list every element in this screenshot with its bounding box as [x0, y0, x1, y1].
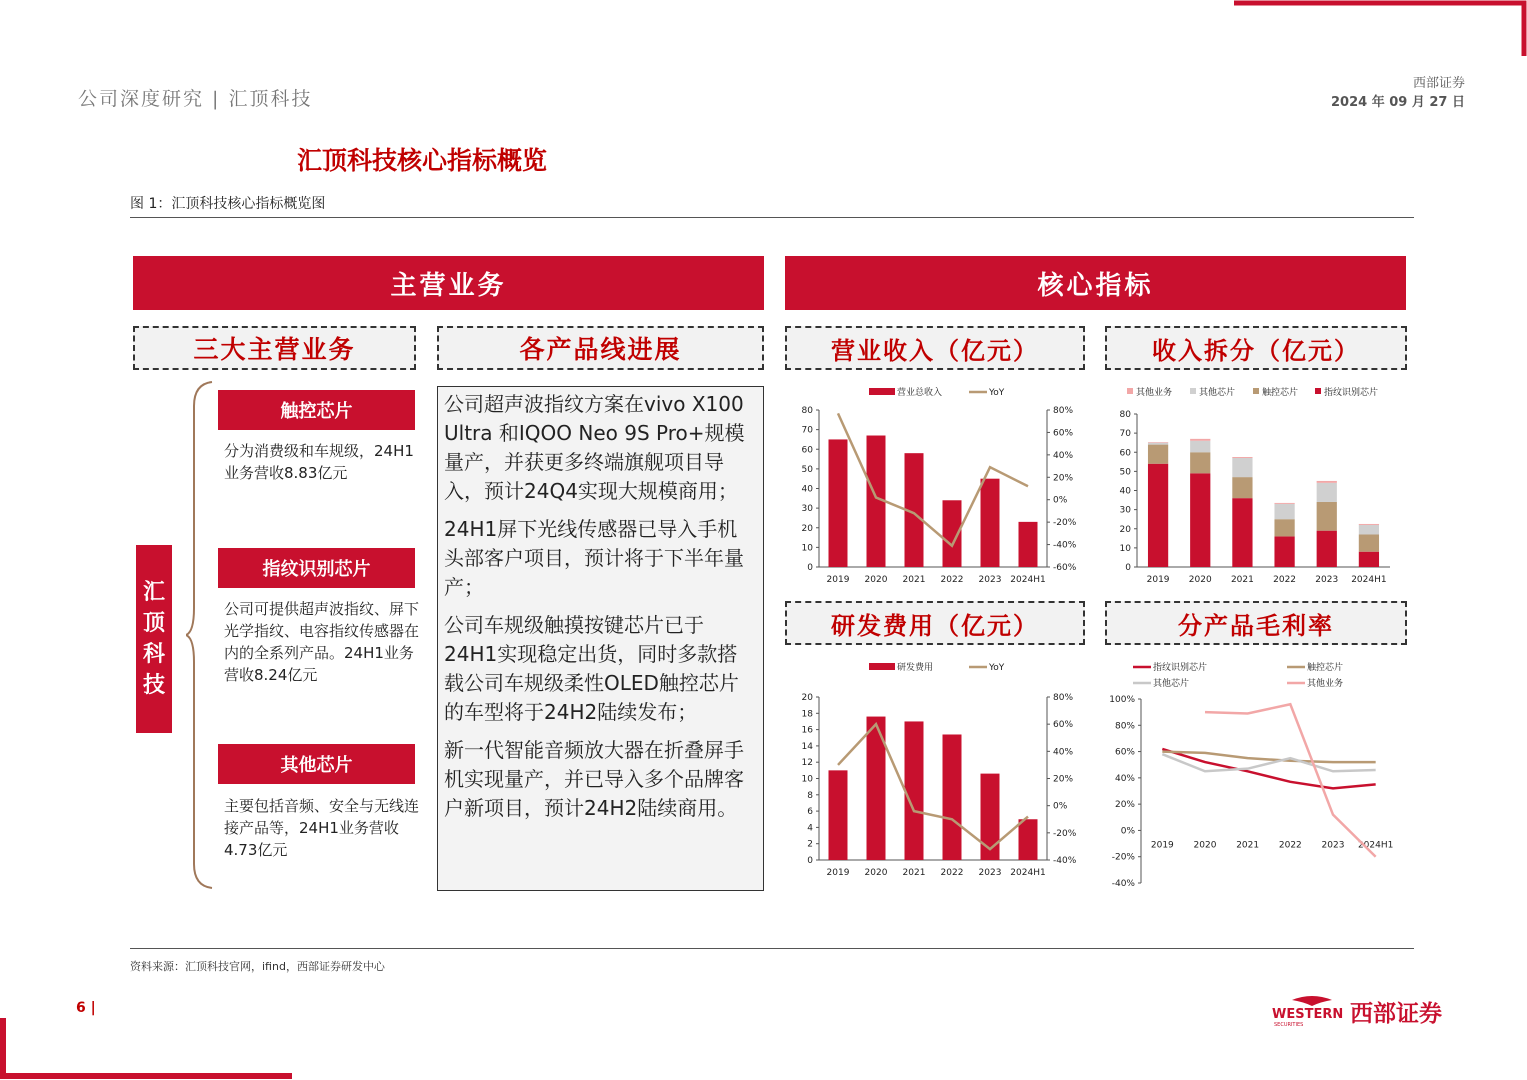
y2-tick-label: 60%	[1053, 720, 1074, 731]
stacked-bar-segment	[1274, 503, 1294, 504]
stacked-bar-segment	[1232, 458, 1252, 477]
x-tick-label: 2023	[1315, 575, 1339, 585]
business-brace	[186, 380, 216, 890]
y-tick-label: 0%	[1120, 826, 1135, 837]
bar	[1019, 522, 1038, 567]
revenue-chart	[785, 380, 1085, 590]
stacked-bar-segment	[1190, 452, 1210, 473]
x-tick-label: 2021	[1230, 575, 1254, 585]
legend-label: 触控芯片	[1307, 663, 1344, 673]
bar	[829, 439, 848, 567]
stacked-bar-segment	[1232, 457, 1252, 458]
x-tick-label: 2020	[864, 575, 888, 585]
page-number: 6 |	[76, 1000, 96, 1016]
y-tick-label: -40%	[1111, 879, 1135, 889]
y-tick-label: 16	[801, 725, 813, 736]
bar	[1019, 819, 1038, 860]
y-tick-label: 60	[801, 445, 813, 456]
legend-label: 其他芯片	[1153, 679, 1190, 689]
figure-caption: 图 1：汇顶科技核心指标概览图	[130, 196, 326, 212]
y-tick-label: 14	[801, 741, 813, 752]
logo-en: WESTERN	[1272, 1007, 1344, 1022]
legend-label: 指纹识别芯片	[1153, 663, 1208, 673]
stacked-bar-segment	[1232, 498, 1252, 567]
x-tick-label: 2024H1	[1357, 840, 1394, 851]
y2-tick-label: -20%	[1053, 518, 1077, 529]
x-tick-label: 2024H1	[1351, 575, 1387, 585]
stacked-bar-segment	[1274, 536, 1294, 567]
y-tick-label: 10	[801, 543, 813, 554]
logo-mark	[1272, 994, 1462, 1030]
stacked-bar-segment	[1148, 443, 1168, 445]
y-tick-label: -20%	[1111, 852, 1135, 863]
legend-label: YoY	[989, 388, 1005, 398]
y2-tick-label: 60%	[1053, 428, 1074, 439]
western-securities-logo	[1272, 994, 1462, 1034]
y-tick-label: 18	[801, 709, 813, 720]
rd-expense-chart	[785, 655, 1085, 890]
three-business-subhead: 三大主营业务	[133, 326, 416, 370]
y-tick-label: 20	[801, 693, 813, 703]
business-name-other: 其他芯片	[218, 744, 415, 784]
y2-tick-label: 20%	[1053, 473, 1074, 484]
legend-label: 其他业务	[1307, 679, 1344, 689]
x-tick-label: 2019	[826, 575, 850, 585]
top-corner-decoration	[1234, 0, 1527, 56]
y-tick-label: 50	[1119, 467, 1131, 478]
x-tick-label: 2022	[1273, 575, 1297, 585]
x-tick-label: 2023	[978, 575, 1002, 585]
legend-label: YoY	[989, 663, 1005, 673]
y-tick-label: 70	[1119, 429, 1131, 440]
y-tick-label: 0	[807, 563, 813, 573]
legend-label: 触控芯片	[1262, 388, 1299, 398]
y-tick-label: 80	[801, 406, 813, 416]
split-chart-title: 收入拆分（亿元）	[1105, 326, 1407, 370]
logo-en-sub: SECURITIES	[1274, 1022, 1304, 1028]
company-vertical-label	[136, 545, 172, 733]
stacked-bar-segment	[1359, 525, 1379, 535]
top-divider	[130, 217, 1414, 218]
page-title: 汇顶科技核心指标概览	[297, 146, 548, 175]
company-char: 汇	[142, 579, 165, 605]
y2-tick-label: -20%	[1053, 828, 1077, 839]
margin-line	[1162, 749, 1375, 788]
y-tick-label: 8	[807, 790, 813, 801]
margin-line	[1205, 704, 1376, 856]
progress-item: 新一代智能音频放大器在折叠屏手机实现量产，并已导入多个品牌客户新项目，预计24H2陆续商用。	[444, 738, 744, 820]
x-tick-label: 2023	[1321, 840, 1345, 851]
rd-chart-title: 研发费用（亿元）	[785, 601, 1085, 645]
x-tick-label: 2019	[1150, 840, 1174, 851]
business-desc-other: 主要包括音频、安全与无线连接产品等，24H1业务营收4.73亿元	[224, 797, 420, 859]
x-tick-label: 2022	[1278, 840, 1302, 851]
y-tick-label: 0	[1125, 563, 1131, 573]
progress-item: 公司车规级触摸按键芯片已于24H1实现稳定出货，同时多款搭载公司车规级柔性OLED触控芯片的车型将于24H2陆续发布；	[444, 613, 739, 724]
margin-chart-title: 分产品毛利率	[1105, 601, 1407, 645]
business-desc-touch: 分为消费级和车规级，24H1业务营收8.83亿元	[224, 442, 414, 482]
logo-cn: 西部证券	[1350, 1001, 1442, 1027]
y-tick-label: 60%	[1114, 747, 1135, 758]
header-breadcrumb: 公司深度研究 | 汇顶科技	[78, 88, 313, 110]
stacked-bar-segment	[1232, 477, 1252, 498]
y-tick-label: 4	[807, 823, 813, 834]
legend-label: 营业总收入	[897, 388, 943, 398]
y-tick-label: 100%	[1109, 695, 1135, 705]
stacked-bar-segment	[1148, 445, 1168, 464]
y-tick-label: 10	[1119, 543, 1131, 554]
y-tick-label: 20%	[1114, 800, 1135, 811]
x-tick-label: 2022	[940, 868, 964, 878]
y-tick-label: 70	[801, 425, 813, 436]
report-date: 2024 年 09 月 27 日	[1331, 95, 1465, 110]
stacked-bar-segment	[1317, 531, 1337, 567]
company-char: 技	[142, 672, 165, 698]
y2-tick-label: -40%	[1053, 540, 1077, 551]
bar	[943, 734, 962, 860]
bottom-corner-decoration	[0, 1018, 295, 1080]
header-meta	[1331, 74, 1465, 112]
y2-tick-label: 40%	[1053, 747, 1074, 758]
stacked-bar-segment	[1317, 502, 1337, 531]
x-tick-label: 2019	[1146, 575, 1170, 585]
business-name-fingerprint: 指纹识别芯片	[218, 548, 415, 588]
broker-name: 西部证券	[1412, 76, 1465, 91]
y2-tick-label: 80%	[1053, 406, 1074, 416]
y2-tick-label: 0%	[1053, 495, 1068, 506]
y-tick-label: 6	[807, 807, 813, 818]
y-tick-label: 0	[807, 856, 813, 866]
x-tick-label: 2022	[940, 575, 964, 585]
bar	[981, 774, 1000, 860]
stacked-bar-segment	[1359, 534, 1379, 551]
legend-label: 其他芯片	[1199, 388, 1236, 398]
y-tick-label: 20	[801, 523, 813, 534]
progress-item: 24H1屏下光线传感器已导入手机头部客户项目，预计将于下半年量产；	[444, 517, 744, 599]
stacked-bar-segment	[1148, 464, 1168, 567]
legend-swatch	[869, 663, 895, 670]
stacked-bar-segment	[1317, 483, 1337, 502]
y-tick-label: 2	[807, 839, 813, 850]
legend-swatch	[869, 388, 895, 395]
legend-swatch	[1127, 388, 1133, 394]
company-char: 顶	[142, 610, 165, 636]
y-tick-label: 12	[801, 758, 813, 769]
main-business-band: 主营业务	[133, 256, 764, 310]
stacked-bar-segment	[1190, 441, 1210, 452]
x-tick-label: 2023	[978, 868, 1002, 878]
bar	[829, 770, 848, 860]
bar	[981, 479, 1000, 567]
y-tick-label: 40%	[1114, 773, 1135, 784]
y-tick-label: 10	[801, 774, 813, 785]
y2-tick-label: 0%	[1053, 801, 1068, 812]
stacked-bar-segment	[1148, 442, 1168, 443]
gross-margin-chart	[1105, 655, 1407, 890]
legend-label: 其他业务	[1136, 388, 1173, 398]
y-tick-label: 40	[801, 484, 813, 495]
y-tick-label: 30	[1119, 505, 1131, 516]
margin-line	[1162, 752, 1375, 763]
progress-item: 公司超声波指纹方案在vivo X100 Ultra 和IQOO Neo 9S Pro+规模量产，并获更多终端旗舰项目导入，预计24Q4实现大规模商用；	[444, 392, 745, 503]
x-tick-label: 2024H1	[1010, 575, 1046, 585]
revenue-split-chart	[1105, 380, 1407, 590]
y-tick-label: 30	[801, 504, 813, 515]
stacked-bar-segment	[1190, 439, 1210, 441]
x-tick-label: 2020	[864, 868, 888, 878]
x-tick-label: 2024H1	[1010, 868, 1046, 878]
product-progress-box	[437, 386, 764, 891]
y-tick-label: 20	[1119, 524, 1131, 535]
x-tick-label: 2019	[826, 868, 850, 878]
x-tick-label: 2021	[902, 575, 926, 585]
y2-tick-label: 80%	[1053, 693, 1074, 703]
legend-swatch	[1253, 388, 1259, 394]
legend-swatch	[1190, 388, 1196, 394]
stacked-bar-segment	[1359, 524, 1379, 525]
x-tick-label: 2020	[1193, 840, 1217, 851]
business-name-touch: 触控芯片	[218, 390, 415, 430]
bottom-divider	[130, 948, 1414, 949]
legend-label: 指纹识别芯片	[1324, 388, 1379, 398]
business-desc-fingerprint: 公司可提供超声波指纹、屏下光学指纹、电容指纹传感器在内的全系列产品。24H1业务营收8.24亿元	[224, 600, 420, 684]
x-tick-label: 2021	[902, 868, 926, 878]
stacked-bar-segment	[1359, 552, 1379, 567]
core-metrics-band: 核心指标	[785, 256, 1406, 310]
product-progress-subhead: 各产品线进展	[437, 326, 764, 370]
bar	[905, 721, 924, 860]
y-tick-label: 80%	[1114, 721, 1135, 732]
stacked-bar-segment	[1274, 519, 1294, 536]
y-tick-label: 80	[1119, 410, 1131, 420]
y2-tick-label: 40%	[1053, 450, 1074, 461]
source-note: 资料来源：汇顶科技官网，ifind，西部证券研发中心	[130, 960, 385, 973]
stacked-bar-segment	[1274, 504, 1294, 519]
company-char: 科	[142, 641, 165, 667]
y2-tick-label: -40%	[1053, 856, 1077, 866]
revenue-chart-title: 营业收入（亿元）	[785, 326, 1085, 370]
legend-label: 研发费用	[897, 663, 934, 673]
x-tick-label: 2020	[1188, 575, 1212, 585]
stacked-bar-segment	[1317, 481, 1337, 483]
y2-tick-label: -60%	[1053, 563, 1077, 573]
legend-swatch	[1315, 388, 1321, 394]
y-tick-label: 50	[801, 464, 813, 475]
x-tick-label: 2021	[1236, 840, 1260, 851]
y-tick-label: 60	[1119, 448, 1131, 459]
y2-tick-label: 20%	[1053, 774, 1074, 785]
y-tick-label: 40	[1119, 486, 1131, 497]
stacked-bar-segment	[1190, 473, 1210, 567]
